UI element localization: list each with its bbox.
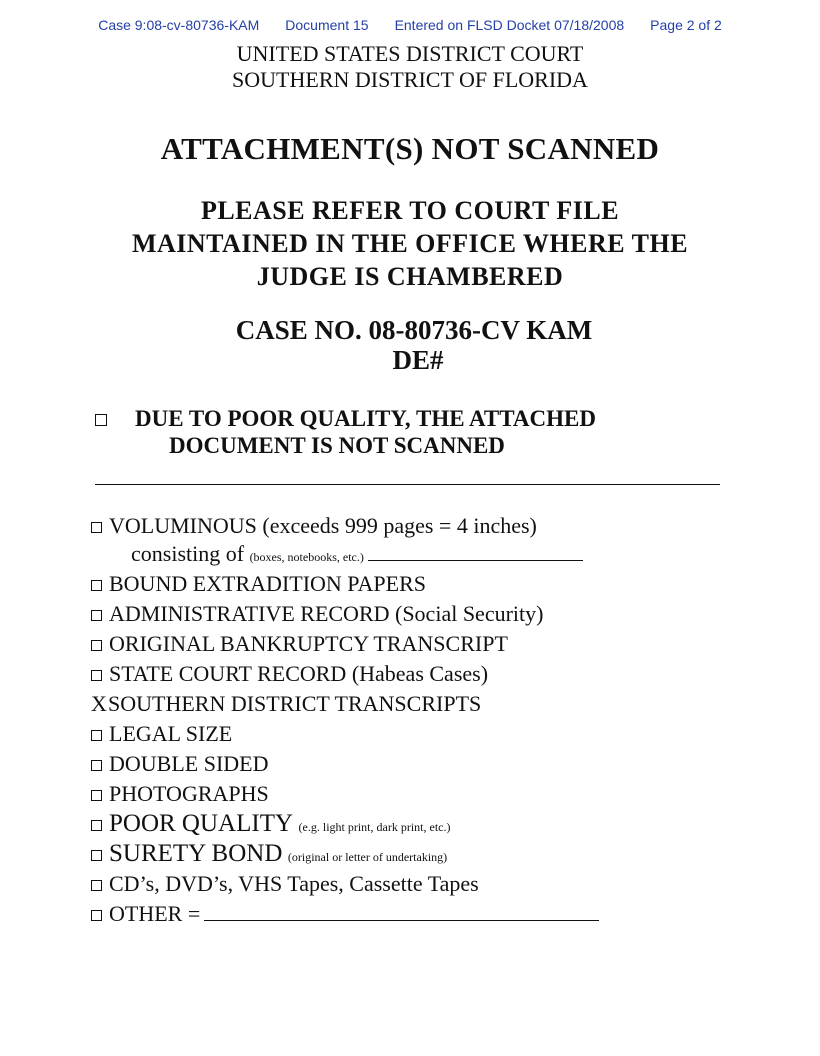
refer-line1: PLEASE REFER TO COURT FILE [200, 196, 620, 225]
fill-in-line [368, 560, 583, 561]
checklist-item-voluminous [91, 511, 731, 541]
checkbox-empty [91, 880, 102, 891]
item-label: POOR QUALITY [109, 810, 294, 837]
item-label: LEGAL SIZE [109, 721, 233, 746]
fill-in-line [204, 920, 599, 921]
poor-quality-notice-line2: DOCUMENT IS NOT SCANNED [169, 433, 505, 458]
item-label: PHOTOGRAPHS [109, 781, 269, 806]
docket-header [0, 17, 820, 33]
checkbox-empty [91, 640, 102, 651]
checklist-item-photographs [91, 779, 731, 809]
item-note: (e.g. light print, dark print, etc.) [298, 820, 451, 834]
checkbox-empty [91, 610, 102, 621]
checkbox-empty [91, 580, 102, 591]
checkbox-empty [91, 820, 102, 831]
checklist-item-surety-bond [91, 839, 731, 869]
item-note: (boxes, notebooks, etc.) [249, 550, 364, 564]
docket-document-number: Document 15 [285, 17, 369, 33]
checklist-item-southern-district-transcripts [91, 689, 731, 719]
item-note: (original or letter of undertaking) [287, 850, 448, 864]
refer-notice [0, 194, 820, 293]
docket-entered-date: Entered on FLSD Docket 07/18/2008 [394, 17, 625, 33]
checkbox-empty [91, 850, 102, 861]
court-name-line2: SOUTHERN DISTRICT OF FLORIDA [232, 67, 588, 92]
refer-line2: MAINTAINED IN THE OFFICE WHERE THE [131, 229, 689, 258]
checklist-item-consisting-of [91, 541, 731, 569]
item-label: SOUTHERN DISTRICT TRANSCRIPTS [108, 691, 482, 716]
case-block [0, 315, 820, 375]
checklist-item-poor-quality [91, 809, 731, 839]
item-label: OTHER = [109, 901, 201, 926]
item-label: SURETY BOND [109, 840, 283, 867]
case-number: CASE NO. 08-80736-CV KAM [235, 315, 593, 345]
court-name [0, 41, 820, 93]
item-label: consisting of [131, 541, 245, 566]
court-name-line1: UNITED STATES DISTRICT COURT [236, 41, 584, 66]
checkbox-empty [91, 670, 102, 681]
item-label: STATE COURT RECORD (Habeas Cases) [109, 661, 489, 686]
item-label: ORIGINAL BANKRUPTCY TRANSCRIPT [109, 631, 508, 656]
item-label: VOLUMINOUS (exceeds 999 pages = 4 inches) [109, 513, 537, 538]
checklist-item-state-court-record [91, 659, 731, 689]
docket-entry-label: DE# [392, 345, 444, 375]
checkbox-empty [91, 730, 102, 741]
poor-quality-notice-checkbox [95, 414, 107, 426]
page-title: ATTACHMENT(S) NOT SCANNED [160, 131, 660, 166]
checkbox-empty [91, 522, 102, 533]
checklist-item-media [91, 869, 731, 899]
checkbox-empty [91, 910, 102, 921]
checklist-item-legal-size [91, 719, 731, 749]
checkbox-empty [91, 790, 102, 801]
refer-line3: JUDGE IS CHAMBERED [256, 262, 564, 291]
checklist-item-bankruptcy-transcript [91, 629, 731, 659]
checklist-item-bound-extradition [91, 569, 731, 599]
item-label: BOUND EXTRADITION PAPERS [109, 571, 426, 596]
poor-quality-notice-line1: DUE TO POOR QUALITY, THE ATTACHED [135, 406, 596, 431]
item-label: ADMINISTRATIVE RECORD (Social Security) [109, 601, 544, 626]
docket-case-number: Case 9:08-cv-80736-KAM [98, 17, 260, 33]
item-label: DOUBLE SIDED [109, 751, 269, 776]
checklist-item-double-sided [91, 749, 731, 779]
section-divider [95, 484, 720, 485]
checklist-item-other [91, 899, 731, 929]
checkbox-checked-mark: X [91, 691, 107, 716]
item-label: CD’s, DVD’s, VHS Tapes, Cassette Tapes [109, 871, 479, 896]
docket-page-number: Page 2 of 2 [650, 17, 722, 33]
checkbox-empty [91, 760, 102, 771]
checklist-item-administrative-record [91, 599, 731, 629]
attachment-checklist [91, 511, 731, 929]
